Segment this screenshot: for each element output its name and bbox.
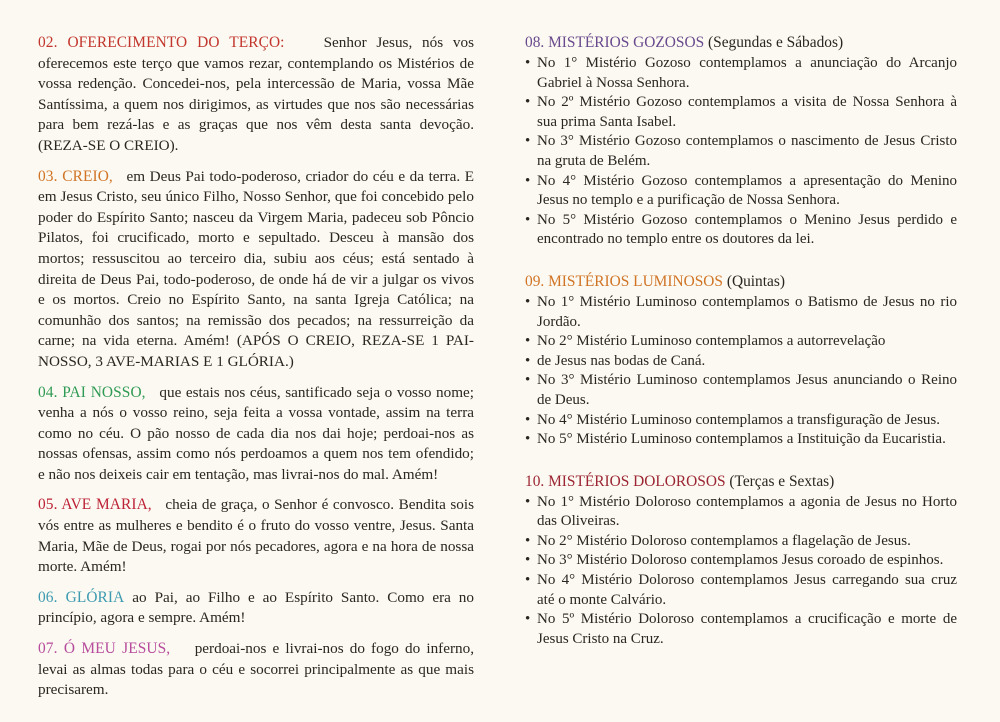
left-column bbox=[38, 33, 474, 711]
list-item bbox=[525, 211, 957, 250]
list-item bbox=[525, 571, 957, 610]
list-item bbox=[525, 172, 957, 211]
pai-nosso-paragraph bbox=[38, 383, 474, 486]
bullet-icon: • bbox=[525, 293, 531, 310]
list-item bbox=[525, 493, 957, 532]
list-item bbox=[525, 352, 957, 372]
misterios-gozosos-section bbox=[525, 33, 957, 250]
gloria-paragraph bbox=[38, 588, 474, 629]
misterio-text: No 2º Mistério Gozoso contemplamos a visita de Nossa Senhora à sua prima Santa Isabel. bbox=[537, 94, 957, 130]
bullet-icon: • bbox=[525, 493, 531, 510]
misterio-text: No 5° Mistério Luminoso contemplamos a Instituição da Eucaristia. bbox=[537, 431, 946, 448]
bullet-icon: • bbox=[525, 552, 531, 569]
misterio-text: No 4° Mistério Doloroso contemplamos Jesus carregando sua cruz até o monte Calvário. bbox=[537, 572, 957, 608]
misterio-text: No 3° Mistério Luminoso contemplamos Jesus anunciando o Reino de Deus. bbox=[537, 372, 957, 408]
misterio-text: No 3° Mistério Gozoso contemplamos o nascimento de Jesus Cristo na gruta de Belém. bbox=[537, 133, 957, 169]
bullet-icon: • bbox=[525, 211, 531, 228]
bullet-icon: • bbox=[525, 372, 531, 389]
misterio-text: de Jesus nas bodas de Caná. bbox=[537, 352, 706, 369]
o-meu-jesus-text: perdoai-nos e livrai-nos do fogo do inferno, levai as almas todas para o céu e socorrei principalmente as que mais precisarem. bbox=[38, 640, 474, 699]
bullet-icon: • bbox=[525, 94, 531, 111]
creio-heading: 03. CREIO, bbox=[38, 167, 113, 185]
bullet-icon: • bbox=[525, 572, 531, 589]
misterio-text: No 1° Mistério Doloroso contemplamos a agonia de Jesus no Horto das Oliveiras. bbox=[537, 493, 957, 530]
misterio-text: No 2° Mistério Luminoso contemplamos a autorrevelação bbox=[537, 333, 886, 350]
list-item bbox=[525, 293, 957, 332]
o-meu-jesus-paragraph bbox=[38, 639, 474, 701]
list-item bbox=[525, 54, 957, 93]
bullet-icon: • bbox=[525, 55, 531, 71]
bullet-icon: • bbox=[525, 333, 531, 350]
bullet-icon: • bbox=[525, 172, 531, 189]
list-item bbox=[525, 411, 957, 431]
list-item bbox=[525, 93, 957, 132]
oferecimento-paragraph bbox=[38, 33, 474, 157]
misterio-text: No 2° Mistério Doloroso contemplamos a flagelação de Jesus. bbox=[537, 532, 911, 549]
list-item bbox=[525, 371, 957, 410]
misterio-text: No 4° Mistério Luminoso contemplamos a transfiguração de Jesus. bbox=[537, 411, 941, 428]
misterio-text: No 4° Mistério Gozoso contemplamos a apresentação do Menino Jesus no templo e a purificação de Nossa Senhora. bbox=[537, 172, 957, 209]
misterio-text: No 5° Mistério Gozoso contemplamos o Menino Jesus perdido e encontrado no templo entre os doutores da lei. bbox=[537, 211, 957, 248]
list-item bbox=[525, 532, 957, 552]
ave-maria-text: cheia de graça, o Senhor é convosco. Bendita sois vós entre as mulheres e bendito é o fruto do vosso ventre, Jesus. Santa Maria, Mãe de Deus, rogai por nós pecadores, agora e na hora de nossa morte. Amém! bbox=[38, 496, 474, 576]
bullet-icon: • bbox=[525, 133, 531, 150]
right-column bbox=[525, 33, 957, 671]
misterios-gozosos-days: (Segundas e Sábados) bbox=[708, 34, 844, 51]
misterios-dolorosos-days: (Terças e Sextas) bbox=[729, 472, 835, 490]
list-item bbox=[525, 430, 957, 450]
misterios-dolorosos-section bbox=[525, 472, 957, 650]
list-item bbox=[525, 132, 957, 171]
pai-nosso-heading: 04. PAI NOSSO, bbox=[38, 383, 146, 401]
misterios-luminosos-heading: 09. MISTÉRIOS LUMINOSOS bbox=[525, 272, 723, 290]
misterio-text: No 1° Mistério Luminoso contemplamos o Batismo de Jesus no rio Jordão. bbox=[537, 293, 957, 330]
gloria-text: ao Pai, ao Filho e ao Espírito Santo. Como era no princípio, agora e sempre. Amém! bbox=[38, 588, 474, 627]
misterios-luminosos-days: (Quintas) bbox=[726, 272, 785, 290]
misterio-text: No 3° Mistério Doloroso contemplamos Jesus coroado de espinhos. bbox=[537, 552, 944, 569]
gloria-heading: 06. GLÓRIA bbox=[38, 588, 125, 606]
bullet-icon: • bbox=[525, 352, 531, 369]
misterios-gozosos-header bbox=[525, 33, 957, 53]
bullet-icon: • bbox=[525, 532, 531, 549]
bullet-icon: • bbox=[525, 411, 531, 428]
misterios-luminosos-header bbox=[525, 272, 957, 292]
ave-maria-paragraph bbox=[38, 495, 474, 577]
o-meu-jesus-heading: 07. Ó MEU JESUS, bbox=[38, 640, 171, 658]
bullet-icon: • bbox=[525, 431, 531, 448]
misterios-dolorosos-header bbox=[525, 472, 957, 492]
misterios-luminosos-list bbox=[525, 293, 957, 450]
misterio-text: No 1° Mistério Gozoso contemplamos a anunciação do Arcanjo Gabriel à Nossa Senhora. bbox=[537, 55, 957, 91]
misterios-gozosos-list bbox=[525, 54, 957, 250]
misterio-text: No 5º Mistério Doloroso contemplamos a crucificação e morte de Jesus Cristo na Cruz. bbox=[537, 611, 957, 647]
pai-nosso-text: que estais nos céus, santificado seja o vosso nome; venha a nós o vosso reino, seja feita a vossa vontade, assim na terra como no céu. O pão nosso de cada dia nos dai hoje; perdoai-nos as nossas ofensas, assim como nós perdoamos a quem nos tem ofendido; e não nos deixeis cair em tentação, mas livrai-nos do mal. Amém! bbox=[38, 383, 475, 483]
list-item bbox=[525, 610, 957, 649]
misterios-gozosos-heading: 08. MISTÉRIOS GOZOSOS bbox=[525, 34, 705, 51]
bullet-icon: • bbox=[525, 611, 531, 628]
oferecimento-text: Senhor Jesus, nós vos oferecemos este terço que vamos rezar, contemplando os Mistérios de vossa redenção. Concedei-nos, pela intercessão de Maria, vossa Mãe Santíssima, a quem nos dirigimos, as virtudes que nos são necessárias para bem rezá-las e as graças que nos vêm desta santa devoção. (REZA-SE O CREIO). bbox=[38, 34, 474, 154]
misterios-luminosos-section bbox=[525, 272, 957, 450]
creio-text: em Deus Pai todo-poderoso, criador do céu e da terra. E em Jesus Cristo, seu único Filho, Nosso Senhor, que foi concebido pelo poder do Espírito Santo; nasceu da Virgem Maria, padeceu sob Pôncio Pilatos, foi crucificado, morto e sepultado. Desceu à mansão dos mortos; ressuscitou ao terceiro dia, subiu aos céus; está sentado à direita de Deus Pai, todo-poderoso, de onde há de vir a julgar os vivos e os mortos. Creio no Espírito Santo, na santa Igreja Católica; na comunhão dos santos; na remissão dos pecados; na ressurreição da carne; na vida eterna. Amém! (APÓS O CREIO, REZA-SE 1 PAI-NOSSO, 3 AVE-MARIAS E 1 GLÓRIA.) bbox=[38, 167, 475, 370]
misterios-dolorosos-heading: 10. MISTÉRIOS DOLOROSOS bbox=[525, 472, 726, 490]
ave-maria-heading: 05. AVE MARIA, bbox=[38, 496, 152, 514]
list-item bbox=[525, 332, 957, 352]
misterios-dolorosos-list bbox=[525, 493, 957, 650]
creio-paragraph bbox=[38, 167, 474, 373]
list-item bbox=[525, 551, 957, 571]
oferecimento-heading: 02. OFERECIMENTO DO TERÇO: bbox=[38, 34, 285, 51]
